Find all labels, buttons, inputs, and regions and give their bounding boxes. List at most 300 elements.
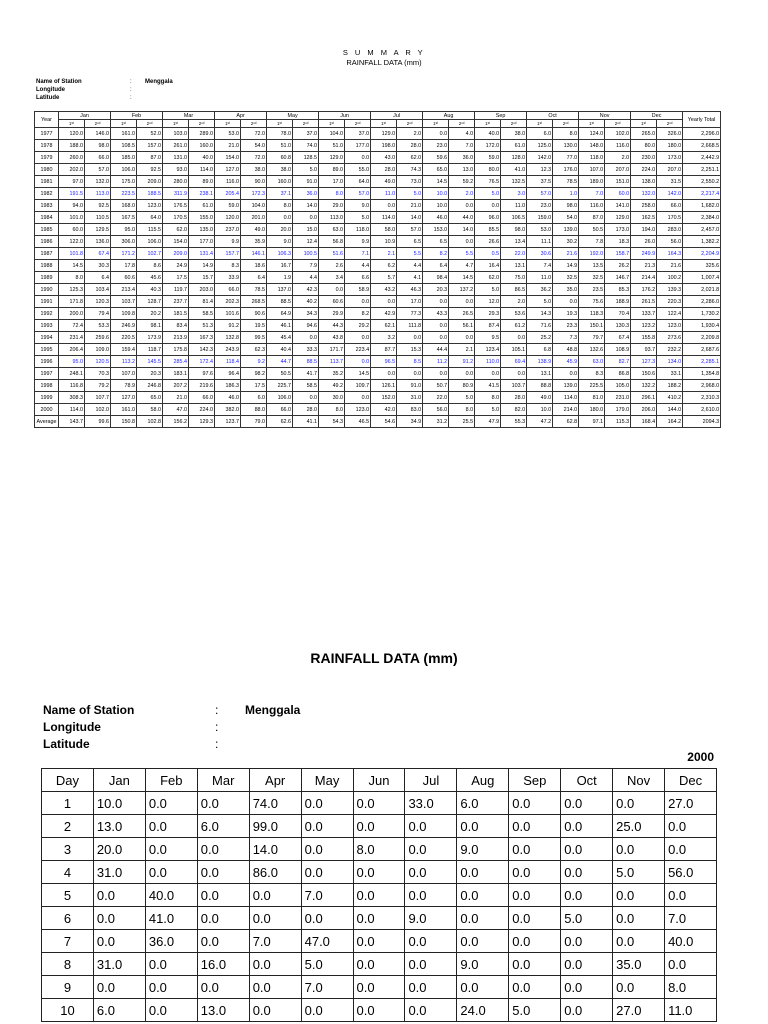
rainfall-cell: 13.4 — [501, 236, 527, 248]
rainfall-cell: 28.0 — [293, 404, 319, 416]
rainfall-cell: 100.5 — [293, 248, 319, 260]
yearly-total-cell: 2,251.1 — [683, 164, 721, 176]
rainfall-cell: 5.0 — [449, 392, 475, 404]
rainfall-cell: 20.0 — [267, 224, 293, 236]
rainfall-cell: 124.0 — [579, 128, 605, 140]
rainfall-cell: 0.0 — [501, 332, 527, 344]
rainfall-cell: 167.5 — [111, 212, 137, 224]
rainfall-cell: 0.0 — [345, 392, 371, 404]
rainfall-cell: 123.0 — [137, 200, 163, 212]
rainfall-cell: 102.0 — [605, 128, 631, 140]
rainfall-cell: 50.5 — [267, 368, 293, 380]
station-name-value: Menggala — [145, 79, 173, 85]
rainfall-cell: 0.0 — [267, 212, 293, 224]
rainfall-cell: 13.1 — [527, 368, 553, 380]
rainfall-cell: 0.0 — [145, 838, 197, 861]
table-row — [35, 308, 721, 320]
rainfall-cell: 46.3 — [397, 284, 423, 296]
rainfall-cell: 60.0 — [605, 188, 631, 200]
rainfall-cell: 108.5 — [111, 140, 137, 152]
rainfall-cell: 202.0 — [59, 164, 85, 176]
rainfall-cell: 132.5 — [501, 176, 527, 188]
rainfall-cell: 139.3 — [657, 284, 683, 296]
rainfall-cell: 80.9 — [449, 380, 475, 392]
station-name-value: Menggala — [245, 703, 301, 717]
table-row — [42, 999, 717, 1022]
rainfall-cell: 225.5 — [579, 380, 605, 392]
rainfall-cell: 8.5 — [397, 356, 423, 368]
rainfall-cell: 232.2 — [657, 344, 683, 356]
month-header: Dec — [665, 769, 717, 792]
rainfall-cell: 198.0 — [371, 140, 397, 152]
rainfall-cell: 43.3 — [423, 308, 449, 320]
yearly-total-cell: 2,442.9 — [683, 152, 721, 164]
rainfall-cell: 146.7 — [605, 272, 631, 284]
year-cell: 1995 — [35, 344, 59, 356]
half-header-first: 1ˢᵗ — [319, 120, 345, 128]
rainfall-cell: 225.7 — [267, 380, 293, 392]
rainfall-cell: 5.0 — [613, 861, 665, 884]
rainfall-cell: 237.0 — [215, 224, 241, 236]
rainfall-cell: 176.5 — [163, 200, 189, 212]
rainfall-cell: 98.0 — [85, 140, 111, 152]
rainfall-cell: 71.6 — [527, 320, 553, 332]
month-header: Apr — [249, 769, 301, 792]
day-cell: 3 — [42, 838, 94, 861]
rainfall-cell: 238.1 — [189, 188, 215, 200]
rainfall-cell: 4.4 — [345, 260, 371, 272]
rainfall-cell: 101.6 — [215, 308, 241, 320]
rainfall-cell: 89.0 — [189, 176, 215, 188]
rainfall-cell: 7.1 — [345, 248, 371, 260]
rainfall-cell: 4.4 — [293, 272, 319, 284]
rainfall-cell: 91.2 — [215, 320, 241, 332]
rainfall-cell: 0.0 — [353, 792, 405, 815]
rainfall-cell: 14.0 — [397, 212, 423, 224]
half-header-second: 2ⁿᵈ — [293, 120, 319, 128]
rainfall-cell: 11.0 — [527, 272, 553, 284]
rainfall-cell: 123.4 — [475, 344, 501, 356]
rainfall-cell: 0.0 — [509, 861, 561, 884]
rainfall-cell: 37.0 — [345, 128, 371, 140]
rainfall-cell: 131.0 — [163, 152, 189, 164]
rainfall-cell: 16.4 — [475, 260, 501, 272]
longitude-label: Longitude — [43, 720, 101, 734]
rainfall-cell: 128.0 — [501, 152, 527, 164]
rainfall-cell: 0.0 — [449, 236, 475, 248]
rainfall-cell: 36.0 — [293, 188, 319, 200]
rainfall-cell: 191.5 — [59, 188, 85, 200]
rainfall-cell: 79.0 — [241, 416, 267, 428]
rainfall-cell: 0.0 — [423, 296, 449, 308]
year-cell: 1977 — [35, 128, 59, 140]
rainfall-cell: 136.0 — [85, 236, 111, 248]
rainfall-cell: 2.0 — [501, 296, 527, 308]
rainfall-cell: 154.0 — [215, 152, 241, 164]
rainfall-cell: 177.0 — [345, 140, 371, 152]
rainfall-cell: 47.0 — [163, 404, 189, 416]
rainfall-cell: 0.0 — [613, 792, 665, 815]
rainfall-cell: 44.4 — [423, 344, 449, 356]
yearly-total-cell: 2,610.0 — [683, 404, 721, 416]
rainfall-cell: 119.7 — [163, 284, 189, 296]
rainfall-cell: 0.0 — [249, 999, 301, 1022]
rainfall-cell: 0.0 — [345, 356, 371, 368]
rainfall-cell: 0.0 — [197, 907, 249, 930]
rainfall-cell: 26.5 — [449, 308, 475, 320]
summary-table — [34, 111, 721, 428]
rainfall-cell: 159.4 — [111, 344, 137, 356]
rainfall-cell: 25.2 — [527, 332, 553, 344]
rainfall-cell: 14.5 — [449, 272, 475, 284]
month-header: Jul — [405, 769, 457, 792]
rainfall-cell: 100.2 — [657, 272, 683, 284]
rainfall-cell: 59.2 — [449, 176, 475, 188]
rainfall-cell: 185.0 — [111, 152, 137, 164]
table-row — [35, 176, 721, 188]
rainfall-cell: 23.0 — [527, 200, 553, 212]
rainfall-cell: 54.3 — [319, 416, 345, 428]
month-header: Dec — [631, 112, 683, 120]
rainfall-cell: 82.0 — [501, 404, 527, 416]
rainfall-cell: 2.6 — [319, 260, 345, 272]
rainfall-cell: 0.0 — [249, 953, 301, 976]
rainfall-cell: 133.7 — [631, 308, 657, 320]
rainfall-cell: 9.0 — [345, 200, 371, 212]
rainfall-cell: 49.0 — [241, 224, 267, 236]
rainfall-cell: 176.2 — [631, 284, 657, 296]
table-row — [35, 188, 721, 200]
rainfall-cell: 0.0 — [353, 999, 405, 1022]
rainfall-cell: 248.1 — [59, 368, 85, 380]
rainfall-cell: 44.3 — [319, 320, 345, 332]
rainfall-cell: 0.0 — [249, 907, 301, 930]
rainfall-cell: 139.0 — [553, 380, 579, 392]
rainfall-cell: 131.4 — [189, 248, 215, 260]
rainfall-cell: 0.0 — [405, 953, 457, 976]
month-header: Sep — [509, 769, 561, 792]
rainfall-cell: 0.0 — [93, 930, 145, 953]
rainfall-cell: 8.6 — [137, 260, 163, 272]
rainfall-cell: 74.3 — [397, 164, 423, 176]
rainfall-cell: 42.0 — [371, 404, 397, 416]
rainfall-cell: 171.8 — [59, 296, 85, 308]
rainfall-cell: 0.0 — [561, 861, 613, 884]
rainfall-cell: 0.0 — [371, 368, 397, 380]
rainfall-cell: 109.8 — [111, 308, 137, 320]
rainfall-cell: 51.6 — [319, 248, 345, 260]
half-header-first: 1ˢᵗ — [59, 120, 85, 128]
rainfall-cell: 60.6 — [111, 272, 137, 284]
rainfall-cell: 40.0 — [665, 930, 717, 953]
rainfall-cell: 75.0 — [501, 272, 527, 284]
rainfall-cell: 171.2 — [111, 248, 137, 260]
rainfall-cell: 9.0 — [405, 907, 457, 930]
rainfall-cell: 106.0 — [137, 236, 163, 248]
rainfall-cell: 0.0 — [449, 296, 475, 308]
rainfall-cell: 99.5 — [241, 332, 267, 344]
half-header-first: 1ˢᵗ — [111, 120, 137, 128]
rainfall-cell: 10.9 — [371, 236, 397, 248]
rainfall-cell: 206.0 — [631, 404, 657, 416]
rainfall-cell: 4.7 — [449, 260, 475, 272]
rainfall-cell: 0.0 — [197, 884, 249, 907]
half-header-second: 2ⁿᵈ — [657, 120, 683, 128]
month-header: Oct — [527, 112, 579, 120]
rainfall-cell: 162.5 — [631, 212, 657, 224]
rainfall-cell: 0.0 — [93, 884, 145, 907]
yearly-total-header: Yearly Total — [683, 112, 721, 128]
rainfall-cell: 0.0 — [561, 999, 613, 1022]
rainfall-cell: 0.0 — [197, 930, 249, 953]
rainfall-cell: 0.0 — [509, 976, 561, 999]
rainfall-cell: 5.0 — [509, 999, 561, 1022]
rainfall-cell: 7.0 — [449, 140, 475, 152]
table-row — [42, 861, 717, 884]
rainfall-cell: 14.0 — [249, 838, 301, 861]
rainfall-cell: 74.0 — [293, 140, 319, 152]
rainfall-cell: 97.1 — [579, 416, 605, 428]
rainfall-cell: 0.0 — [665, 815, 717, 838]
table-row — [35, 416, 721, 428]
rainfall-cell: 0.0 — [345, 152, 371, 164]
yearly-total-cell: 1,730.2 — [683, 308, 721, 320]
rainfall-cell: 0.0 — [93, 907, 145, 930]
rainfall-cell: 64.9 — [267, 308, 293, 320]
half-header-second: 2ⁿᵈ — [345, 120, 371, 128]
rainfall-cell: 205.4 — [215, 188, 241, 200]
rainfall-cell: 179.0 — [605, 404, 631, 416]
rainfall-cell: 21.6 — [553, 248, 579, 260]
rainfall-cell: 7.0 — [301, 884, 353, 907]
rainfall-cell: 155.8 — [631, 332, 657, 344]
rainfall-cell: 65.0 — [423, 164, 449, 176]
rainfall-cell: 14.0 — [449, 224, 475, 236]
rainfall-cell: 8.0 — [59, 272, 85, 284]
rainfall-cell: 145.5 — [137, 356, 163, 368]
rainfall-cell: 148.0 — [579, 140, 605, 152]
rainfall-cell: 42.3 — [293, 284, 319, 296]
rainfall-cell: 209.0 — [137, 176, 163, 188]
rainfall-cell: 0.0 — [93, 976, 145, 999]
rainfall-cell: 40.4 — [267, 344, 293, 356]
rainfall-cell: 35.9 — [241, 236, 267, 248]
rainfall-cell: 41.0 — [145, 907, 197, 930]
station-name-label: Name of Station — [43, 703, 135, 717]
rainfall-cell: 138.9 — [527, 356, 553, 368]
rainfall-cell: 171.7 — [319, 344, 345, 356]
rainfall-cell: 9.0 — [457, 838, 509, 861]
rainfall-cell: 37.0 — [293, 128, 319, 140]
rainfall-cell: 0.0 — [553, 368, 579, 380]
rainfall-cell: 26.0 — [631, 236, 657, 248]
rainfall-cell: 58.0 — [137, 404, 163, 416]
daily-title: RAINFALL DATA (mm) — [310, 650, 458, 666]
month-header: Mar — [197, 769, 249, 792]
rainfall-cell: 6.0 — [457, 792, 509, 815]
rainfall-cell: 0.0 — [353, 930, 405, 953]
table-row — [35, 200, 721, 212]
rainfall-cell: 20.2 — [137, 308, 163, 320]
rainfall-cell: 18.6 — [241, 260, 267, 272]
rainfall-cell: 10.0 — [423, 200, 449, 212]
rainfall-cell: 0.0 — [145, 792, 197, 815]
rainfall-cell: 108.9 — [605, 344, 631, 356]
month-header: Nov — [579, 112, 631, 120]
rainfall-cell: 5.0 — [527, 296, 553, 308]
rainfall-cell: 125.0 — [527, 140, 553, 152]
year-cell: 1996 — [35, 356, 59, 368]
rainfall-cell: 75.6 — [579, 296, 605, 308]
rainfall-cell: 223.4 — [345, 344, 371, 356]
rainfall-cell: 5.0 — [293, 164, 319, 176]
table-row — [35, 344, 721, 356]
rainfall-cell: 296.1 — [631, 392, 657, 404]
rainfall-cell: 107.0 — [111, 368, 137, 380]
rainfall-cell: 123.7 — [215, 416, 241, 428]
rainfall-cell: 139.0 — [553, 224, 579, 236]
yearly-total-cell: 1,682.0 — [683, 200, 721, 212]
rainfall-cell: 78.9 — [111, 380, 137, 392]
rainfall-cell: 10.0 — [93, 792, 145, 815]
rainfall-cell: 55.0 — [345, 164, 371, 176]
rainfall-cell: 6.0 — [197, 815, 249, 838]
rainfall-cell: 231.0 — [605, 392, 631, 404]
rainfall-cell: 0.0 — [561, 884, 613, 907]
rainfall-cell: 0.0 — [405, 930, 457, 953]
rainfall-cell: 29.9 — [319, 308, 345, 320]
day-cell: 2 — [42, 815, 94, 838]
rainfall-cell: 113.7 — [319, 356, 345, 368]
rainfall-cell: 0.0 — [457, 976, 509, 999]
rainfall-cell: 0.0 — [665, 884, 717, 907]
rainfall-cell: 173.0 — [605, 224, 631, 236]
rainfall-cell: 92.5 — [85, 200, 111, 212]
rainfall-cell: 0.0 — [457, 884, 509, 907]
table-row — [35, 128, 721, 140]
rainfall-cell: 50.7 — [423, 380, 449, 392]
rainfall-cell: 0.0 — [345, 332, 371, 344]
month-header: Oct — [561, 769, 613, 792]
rainfall-cell: 70.3 — [85, 368, 111, 380]
year-cell: 1979 — [35, 152, 59, 164]
rainfall-cell: 0.0 — [397, 332, 423, 344]
rainfall-cell: 0.0 — [405, 815, 457, 838]
rainfall-cell: 120.0 — [215, 212, 241, 224]
rainfall-cell: 98.0 — [553, 200, 579, 212]
rainfall-cell: 164.3 — [657, 248, 683, 260]
table-row — [35, 368, 721, 380]
rainfall-cell: 155.0 — [189, 212, 215, 224]
rainfall-cell: 10.0 — [423, 188, 449, 200]
rainfall-cell: 246.9 — [111, 320, 137, 332]
table-row — [35, 332, 721, 344]
rainfall-cell: 16.7 — [267, 260, 293, 272]
rainfall-cell: 120.0 — [59, 128, 85, 140]
yearly-total-cell: 2,968.0 — [683, 380, 721, 392]
rainfall-cell: 86.8 — [605, 368, 631, 380]
rainfall-cell: 33.1 — [657, 368, 683, 380]
rainfall-cell: 161.0 — [111, 128, 137, 140]
rainfall-cell: 0.0 — [197, 976, 249, 999]
rainfall-cell: 201.0 — [241, 212, 267, 224]
rainfall-cell: 118.4 — [215, 356, 241, 368]
rainfall-cell: 73.0 — [397, 176, 423, 188]
rainfall-cell: 280.0 — [163, 176, 189, 188]
rainfall-cell: 0.0 — [561, 838, 613, 861]
rainfall-cell: 5.0 — [475, 284, 501, 296]
rainfall-cell: 97.6 — [189, 368, 215, 380]
rainfall-cell: 63.0 — [579, 356, 605, 368]
yearly-total-cell: 2,310.3 — [683, 392, 721, 404]
year-cell: 1985 — [35, 224, 59, 236]
rainfall-cell: 106.5 — [501, 212, 527, 224]
rainfall-cell: 258.0 — [631, 200, 657, 212]
rainfall-cell: 13.1 — [501, 260, 527, 272]
rainfall-cell: 77.0 — [553, 152, 579, 164]
table-row — [35, 152, 721, 164]
rainfall-cell: 9.9 — [345, 236, 371, 248]
rainfall-cell: 116.0 — [605, 140, 631, 152]
rainfall-cell: 46.1 — [267, 320, 293, 332]
rainfall-cell: 82.7 — [605, 356, 631, 368]
rainfall-cell: 0.0 — [561, 953, 613, 976]
rainfall-cell: 120.5 — [85, 356, 111, 368]
rainfall-cell: 81.0 — [579, 392, 605, 404]
rainfall-cell: 42.9 — [371, 308, 397, 320]
rainfall-cell: 24.9 — [163, 260, 189, 272]
rainfall-cell: 160.0 — [267, 176, 293, 188]
rainfall-cell: 308.3 — [59, 392, 85, 404]
colon: : — [130, 95, 132, 101]
rainfall-cell: 122.4 — [657, 308, 683, 320]
yearly-total-cell: 1,930.4 — [683, 320, 721, 332]
day-cell: 1 — [42, 792, 94, 815]
month-header: Jun — [353, 769, 405, 792]
rainfall-cell: 0.0 — [501, 368, 527, 380]
rainfall-cell: 78.5 — [553, 176, 579, 188]
rainfall-cell: 36.2 — [527, 284, 553, 296]
summary-heading: S U M M A R Y — [342, 48, 426, 57]
rainfall-cell: 102.0 — [85, 404, 111, 416]
yearly-total-cell: 2,021.8 — [683, 284, 721, 296]
rainfall-cell: 146.1 — [241, 248, 267, 260]
rainfall-cell: 40.2 — [293, 296, 319, 308]
rainfall-cell: 31.0 — [93, 861, 145, 884]
rainfall-cell: 173.0 — [657, 152, 683, 164]
year-cell: Average — [35, 416, 59, 428]
rainfall-cell: 32.5 — [579, 272, 605, 284]
year-cell: 2000 — [35, 404, 59, 416]
month-header: Aug — [457, 769, 509, 792]
rainfall-cell: 87.7 — [371, 344, 397, 356]
table-row — [42, 976, 717, 999]
year-cell: 1999 — [35, 392, 59, 404]
rainfall-cell: 47.0 — [301, 930, 353, 953]
half-header-second: 2ⁿᵈ — [397, 120, 423, 128]
rainfall-cell: 130.3 — [605, 320, 631, 332]
rainfall-cell: 137.2 — [449, 284, 475, 296]
rainfall-cell: 0.0 — [423, 368, 449, 380]
rainfall-cell: 90.0 — [241, 176, 267, 188]
rainfall-cell: 202.3 — [215, 296, 241, 308]
rainfall-cell: 109.0 — [85, 344, 111, 356]
rainfall-cell: 62.8 — [553, 416, 579, 428]
rainfall-cell: 23.3 — [553, 320, 579, 332]
rainfall-cell: 0.0 — [423, 128, 449, 140]
table-row — [35, 380, 721, 392]
half-header-first: 1ˢᵗ — [475, 120, 501, 128]
